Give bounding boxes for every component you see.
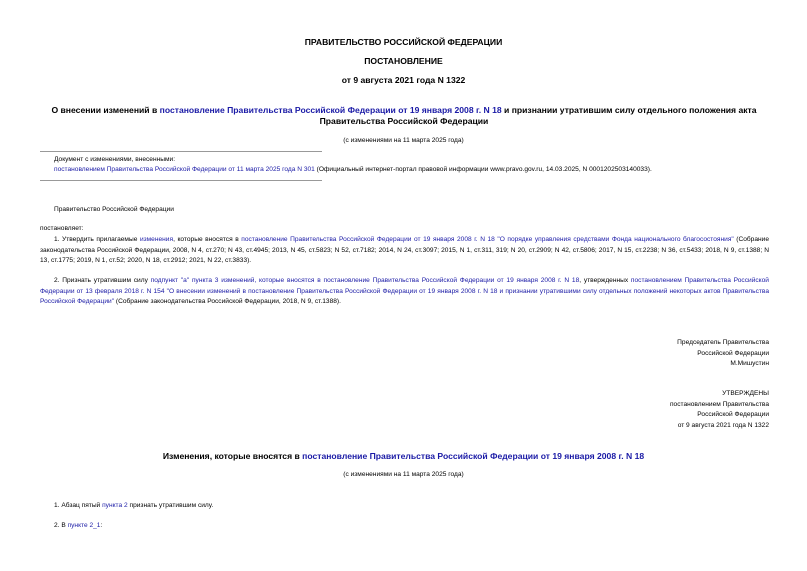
approved-line-2: постановлением Правительства [669,400,769,408]
amendment-tail: (Официальный интернет-портал правовой информации www.pravo.gov.ru, 14.03.2025, N 0001202503140033). [314,166,652,173]
item1-text-b: признать утратившим силу. [127,502,214,509]
amendment-label: Документ с изменениями, внесенными: [54,156,176,163]
changes-revision-note: (с изменениями на 11 марта 2025 года) [343,471,464,478]
signature-title: Председатель Правительства [677,339,769,346]
amendment-link[interactable]: постановлением Правительства Российской Федерации от 11 марта 2025 года N 301 [54,166,315,173]
p1-text-b: , которые вносятся в [173,236,242,243]
amendment-source [54,165,774,176]
p2-text-a: 2. Признать утратившим силу [54,277,151,284]
revision-note: (с изменениями на 11 марта 2025 года) [343,137,464,144]
item1-link[interactable]: пункта 2 [102,502,128,509]
item2-link[interactable]: пункте 2_1 [67,522,101,529]
changes-link[interactable]: постановление Правительства Российской Федерации от 19 января 2008 г. N 18 [302,451,645,461]
approved-line-4: от 9 августа 2021 года N 1322 [677,421,769,429]
approved-line-3: Российской Федерации [697,411,769,419]
title-link[interactable]: постановление Правительства Российской Федерации от 19 января 2008 г. N 18 [159,105,502,115]
doc-title [36,105,772,127]
approved-block [469,389,769,431]
divider-bottom [40,180,322,181]
p2-text-c: (Собрание законодательства Российской Федерации, 2018, N 9, ст.1388). [114,298,341,306]
item2-text-a: 2. В [54,522,68,529]
p1-text-a: 1. Утвердить прилагаемые [54,236,140,243]
p1-text-c: (Собрание законодательства Российской Федерации, 2008, N 4, ст.270; N 43, ст.4945; 2013, N 45, ст.5823; N 52, ст.7182; 2014, N 24, ст.3097; 2015, N 1, ст.311, 319; N 20, ст.2909; N 42, ст.5806; 2017, N 15, ст.2238; N 36, ст.5433; 2018, N 9, ст.1388; N 13, ст.1775; 2019, N 1, ст.52; 2020, N 18, ст.2912; 2021, N 22, ст.3833). [40,236,770,265]
item2-text-b: : [100,522,103,529]
signature-block [469,338,769,370]
title-prefix: О внесении изменений в [51,105,160,115]
divider-top [40,151,322,152]
p2-link-subparagraph[interactable]: подпункт "а" пункта 3 изменений, которые вносятся в постановление Правительства Российской Федерации от 19 января 2008 г. N 18 [150,277,580,284]
change-item-2 [54,521,754,532]
p1-link-resolution[interactable]: постановление Правительства Российской Федерации от 19 января 2008 г. N 18 "О порядке управления средствами Фонда национального благосостояния" [241,236,734,243]
changes-prefix: Изменения, которые вносятся в [162,451,303,461]
approved-line-1: УТВЕРЖДЕНЫ [722,390,769,397]
signature-org: Российской Федерации [697,349,769,357]
signature-name: М.Мишустин [730,360,769,368]
p1-link-changes[interactable]: изменения [139,236,174,243]
doc-date-number: от 9 августа 2021 года N 1322 [341,75,466,85]
paragraph-1 [40,235,769,267]
p2-text-b: , утвержденных [579,277,631,284]
issuer: Правительство Российской Федерации [54,206,174,213]
resolves-word: постановляет: [40,225,84,232]
gov-heading: ПРАВИТЕЛЬСТВО РОССИЙСКОЙ ФЕДЕРАЦИИ [304,37,503,47]
paragraph-2 [40,276,769,308]
change-item-1 [54,501,754,512]
changes-title [0,451,807,461]
item1-text-a: 1. Абзац пятый [54,502,103,509]
doc-type: ПОСТАНОВЛЕНИЕ [364,56,443,66]
p2-link-resolution[interactable]: постановлением Правительства Российской Федерации от 13 февраля 2018 г. N 154 "О внесении изменений в постановление Правительства Российской Федерации от 19 января 2008 г. N 18 и признании утратившими силу отдельных положений некоторых актов Правительства Российской Федерации" [40,277,769,306]
title-suffix: и признании утратившим силу отдельного положения акта Правительства Российской Федерации [319,105,757,126]
